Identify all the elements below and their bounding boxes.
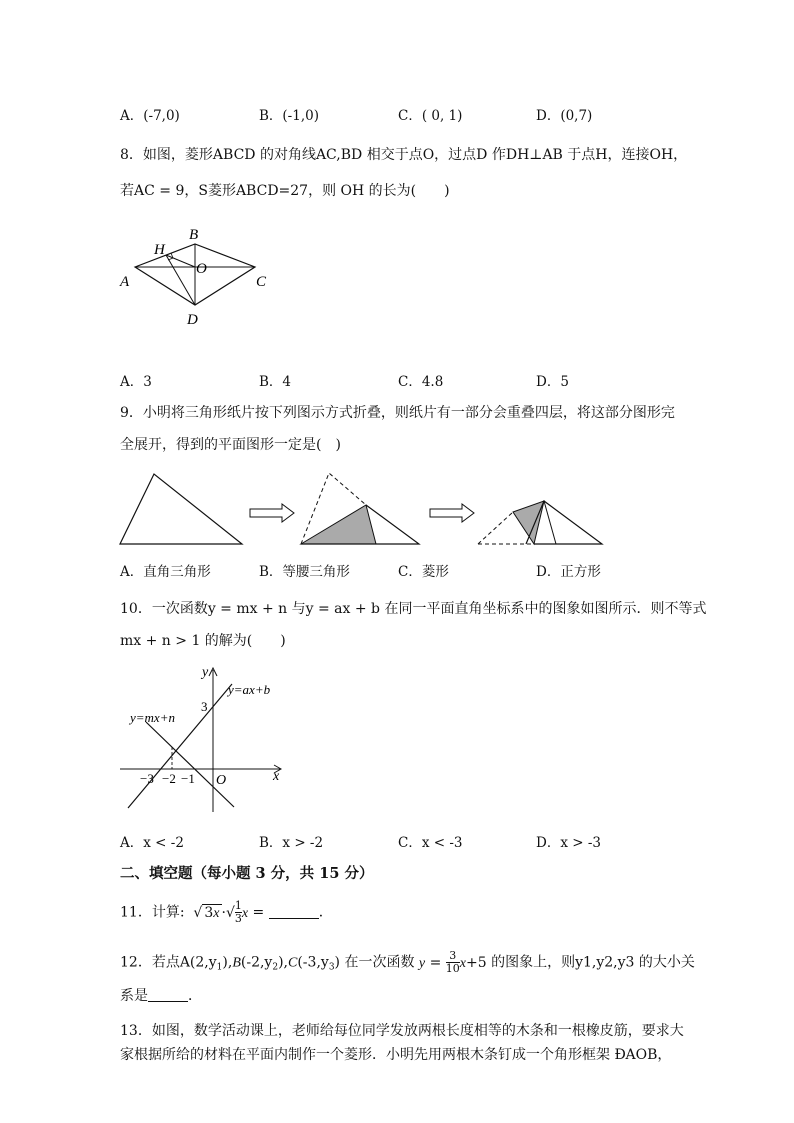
origin-label: O bbox=[216, 773, 227, 788]
q8-option-b: B．4 bbox=[259, 374, 292, 390]
label-o: O bbox=[196, 261, 207, 277]
q12-end: ． bbox=[188, 988, 202, 1004]
line2-label: y=mx+n bbox=[130, 710, 175, 725]
q11-equals: = bbox=[252, 904, 265, 921]
q12-part-b: 在一次函数 bbox=[344, 954, 415, 971]
q12-answer-blank bbox=[148, 987, 188, 1002]
q8-stem-line2: 若AC = 9，S菱形ABCD=27，则 OH 的长为( ) bbox=[120, 183, 450, 199]
q12-line2: 系是 bbox=[120, 988, 148, 1004]
q8-option-a: A．3 bbox=[120, 374, 152, 390]
label-b: B bbox=[189, 227, 199, 243]
q10-option-a: A．x < -2 bbox=[120, 835, 184, 851]
label-c: C bbox=[256, 274, 267, 290]
q9-option-c: C．菱形 bbox=[398, 564, 449, 580]
q11-end: ． bbox=[318, 904, 333, 921]
q13-stem-line1: 13．如图，数学活动课上，老师给每位同学发放两根长度相等的木条和一根橡皮筋，要求大 bbox=[120, 1023, 684, 1039]
tick-3: 3 bbox=[201, 699, 208, 714]
q7-option-a: A．(-7,0) bbox=[120, 108, 180, 124]
q10-stem-line1: 10．一次函数y = mx + n 与y = ax + b 在同一平面直角坐标系中的图象如图所示．则不等式 bbox=[120, 601, 707, 617]
line1-label: y=ax+b bbox=[228, 682, 271, 697]
x-axis-label: x bbox=[273, 769, 280, 784]
q11-stem bbox=[120, 900, 333, 925]
q12-stem-line2 bbox=[120, 985, 202, 1005]
label-h: H bbox=[154, 242, 165, 258]
q10-linear-graph bbox=[118, 662, 288, 822]
arrow-icon-2 bbox=[430, 504, 474, 522]
q11-answer-blank bbox=[269, 904, 319, 919]
section-heading: 二、填空题（每小题 3 分，共 15 分） bbox=[120, 865, 374, 882]
q9-folding-figure bbox=[118, 468, 608, 550]
q12-function: y = $\frac{3}{10}$ x+5 bbox=[418, 949, 487, 975]
y-axis-label: y bbox=[202, 665, 209, 680]
q9-stem-line1: 9．小明将三角形纸片按下列图示方式折叠，则纸片有一部分会重叠四层，将这部分图形完 bbox=[120, 405, 675, 421]
q8-stem-line1: 8．如图，菱形ABCD 的对角线AC,BD 相交于点O，过点D 作DH⊥AB 于点H，连接OH， bbox=[120, 147, 688, 163]
arrow-icon-1 bbox=[250, 504, 294, 522]
q11-sqrt-3x: √ 3x ·√ $\frac{1}{3}$ x bbox=[188, 899, 249, 925]
q11-prefix: 11．计算: bbox=[120, 904, 185, 921]
q12-stem-line1: 12．若点$A(2,y_1),B(-2,y_2),C(-3,y_3)$ 在一次函数 y = $\frac{3}{10}$ x+5 的图象上，则y1,y2,y3 的大小关 bbox=[120, 949, 695, 975]
tick-neg1: −1 bbox=[181, 771, 195, 786]
label-d: D bbox=[187, 312, 198, 328]
q9-option-d: D．正方形 bbox=[536, 564, 601, 580]
label-a: A bbox=[120, 274, 130, 290]
tick-neg2: −2 bbox=[162, 771, 176, 786]
q10-option-b: B．x > -2 bbox=[259, 835, 324, 851]
q7-option-b: B．(-1,0) bbox=[259, 108, 319, 124]
q13-stem-line2: 家根据所给的材料在平面内制作一个菱形．小明先用两根木条钉成一个角形框架 ÐAOB， bbox=[120, 1047, 672, 1063]
q10-stem-line2: mx + n > 1 的解为( ) bbox=[120, 633, 286, 649]
q7-option-d: D．(0,7) bbox=[536, 108, 593, 124]
q10-option-c: C．x < -3 bbox=[398, 835, 463, 851]
q9-option-a: A．直角三角形 bbox=[120, 564, 211, 580]
q9-option-b: B．等腰三角形 bbox=[259, 564, 350, 580]
q7-option-c: C．( 0, 1) bbox=[398, 108, 463, 124]
q8-rhombus-figure bbox=[118, 222, 278, 332]
q12-part-c: 的图象上，则y1,y2,y3 的大小关 bbox=[491, 954, 695, 971]
q9-stem-line2: 全展开，得到的平面图形一定是( ) bbox=[120, 437, 341, 453]
q8-option-d: D．5 bbox=[536, 374, 569, 390]
q12-part-a: 12．若点A(2,y bbox=[120, 954, 217, 971]
q10-option-d: D．x > -3 bbox=[536, 835, 601, 851]
q8-option-c: C．4.8 bbox=[398, 374, 444, 390]
tick-neg3: −3 bbox=[140, 771, 154, 786]
